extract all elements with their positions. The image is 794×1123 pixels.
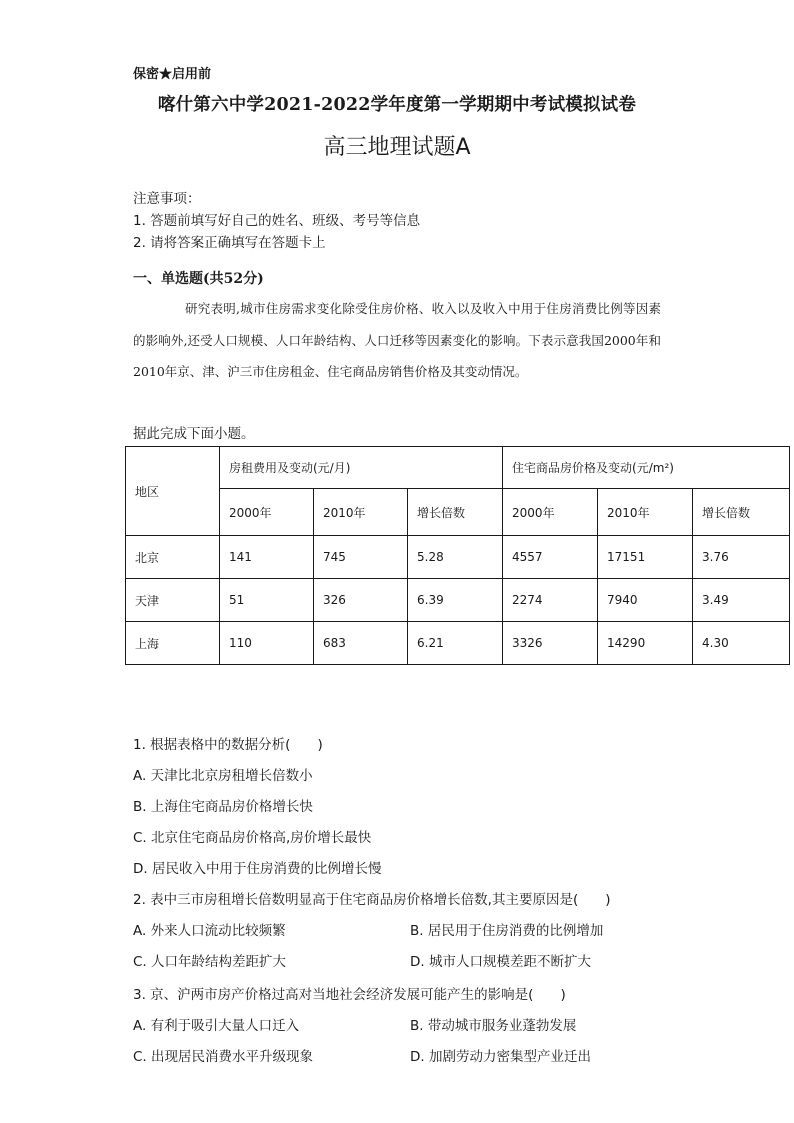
cell-value: 6.21 [408,622,503,665]
cell-value: 3326 [503,622,598,665]
question-2-option-d[interactable]: D. 城市人口规模差距不断扩大 [410,954,591,970]
header-region: 地区 [126,447,220,536]
header-rent-group: 房租费用及变动(元/月) [220,447,503,489]
cell-value: 14290 [598,622,693,665]
question-3-stem: 3. 京、沪两市房产价格过高对当地社会经济发展可能产生的影响是( ) [133,987,566,1003]
notice-heading: 注意事项： [133,191,201,207]
subheader-rent-2000: 2000年 [220,489,314,536]
subheader-price-2000: 2000年 [503,489,598,536]
question-3-option-c[interactable]: C. 出现居民消费水平升级现象 [133,1049,314,1065]
cell-value: 326 [314,579,408,622]
header-price-group: 住宅商品房价格及变动(元/m²) [503,447,790,489]
cell-region: 上海 [126,622,220,665]
housing-data-table [125,446,790,665]
confidential-label: 保密★启用前 [133,67,212,82]
cell-value: 6.39 [408,579,503,622]
subheader-rent-2010: 2010年 [314,489,408,536]
question-1-stem: 1. 根据表格中的数据分析( ) [133,737,323,753]
question-3-option-a[interactable]: A. 有利于吸引大量人口迁入 [133,1018,300,1034]
cell-value: 7940 [598,579,693,622]
subheader-rent-growth: 增长倍数 [408,489,503,536]
question-1-option-c[interactable]: C. 北京住宅商品房价格高,房价增长最快 [133,830,372,846]
cell-value: 3.49 [693,579,790,622]
notice-item-2: 2. 请将答案正确填写在答题卡上 [133,235,326,251]
question-1-option-d[interactable]: D. 居民收入中用于住房消费的比例增长慢 [133,861,382,877]
cell-region: 北京 [126,536,220,579]
question-1-option-a[interactable]: A. 天津比北京房租增长倍数小 [133,768,313,784]
school-exam-title: 喀什第六中学2021-2022学年度第一学期期中考试模拟试卷 [157,95,637,115]
notice-item-1: 1. 答题前填写好自己的姓名、班级、考号等信息 [133,213,421,229]
question-3-option-d[interactable]: D. 加剧劳动力密集型产业迁出 [410,1049,591,1065]
cell-value: 4557 [503,536,598,579]
cell-value: 683 [314,622,408,665]
paper-subtitle: 高三地理试题A [323,135,471,160]
cell-value: 4.30 [693,622,790,665]
cell-value: 3.76 [693,536,790,579]
table-row [126,579,790,622]
instruction-line: 据此完成下面小题。 [133,426,255,442]
subheader-price-growth: 增长倍数 [693,489,790,536]
section-title: 一、单选题(共52分) [133,271,264,287]
cell-value: 110 [220,622,314,665]
question-2-option-c[interactable]: C. 人口年龄结构差距扩大 [133,954,287,970]
question-2-stem: 2. 表中三市房租增长倍数明显高于住宅商品房价格增长倍数,其主要原因是( ) [133,892,611,908]
reading-passage: 研究表明,城市住房需求变化除受住房价格、收入以及收入中用于住房消费比例等因素的影响外,还受人口规模、人口年龄结构、人口迁移等因素变化的影响。下表示意我国2000年和2010年京、津、沪三市住房租金、住宅商品房销售价格及其变动情况。 [133,301,661,379]
cell-value: 51 [220,579,314,622]
cell-value: 2274 [503,579,598,622]
subheader-price-2010: 2010年 [598,489,693,536]
cell-value: 17151 [598,536,693,579]
cell-value: 141 [220,536,314,579]
question-2-option-a[interactable]: A. 外来人口流动比较频繁 [133,923,286,939]
question-3-option-b[interactable]: B. 带动城市服务业蓬勃发展 [410,1018,577,1034]
cell-value: 5.28 [408,536,503,579]
cell-region: 天津 [126,579,220,622]
cell-value: 745 [314,536,408,579]
question-1-option-b[interactable]: B. 上海住宅商品房价格增长快 [133,799,313,815]
table-row [126,536,790,579]
question-2-option-b[interactable]: B. 居民用于住房消费的比例增加 [410,923,604,939]
table-row [126,622,790,665]
